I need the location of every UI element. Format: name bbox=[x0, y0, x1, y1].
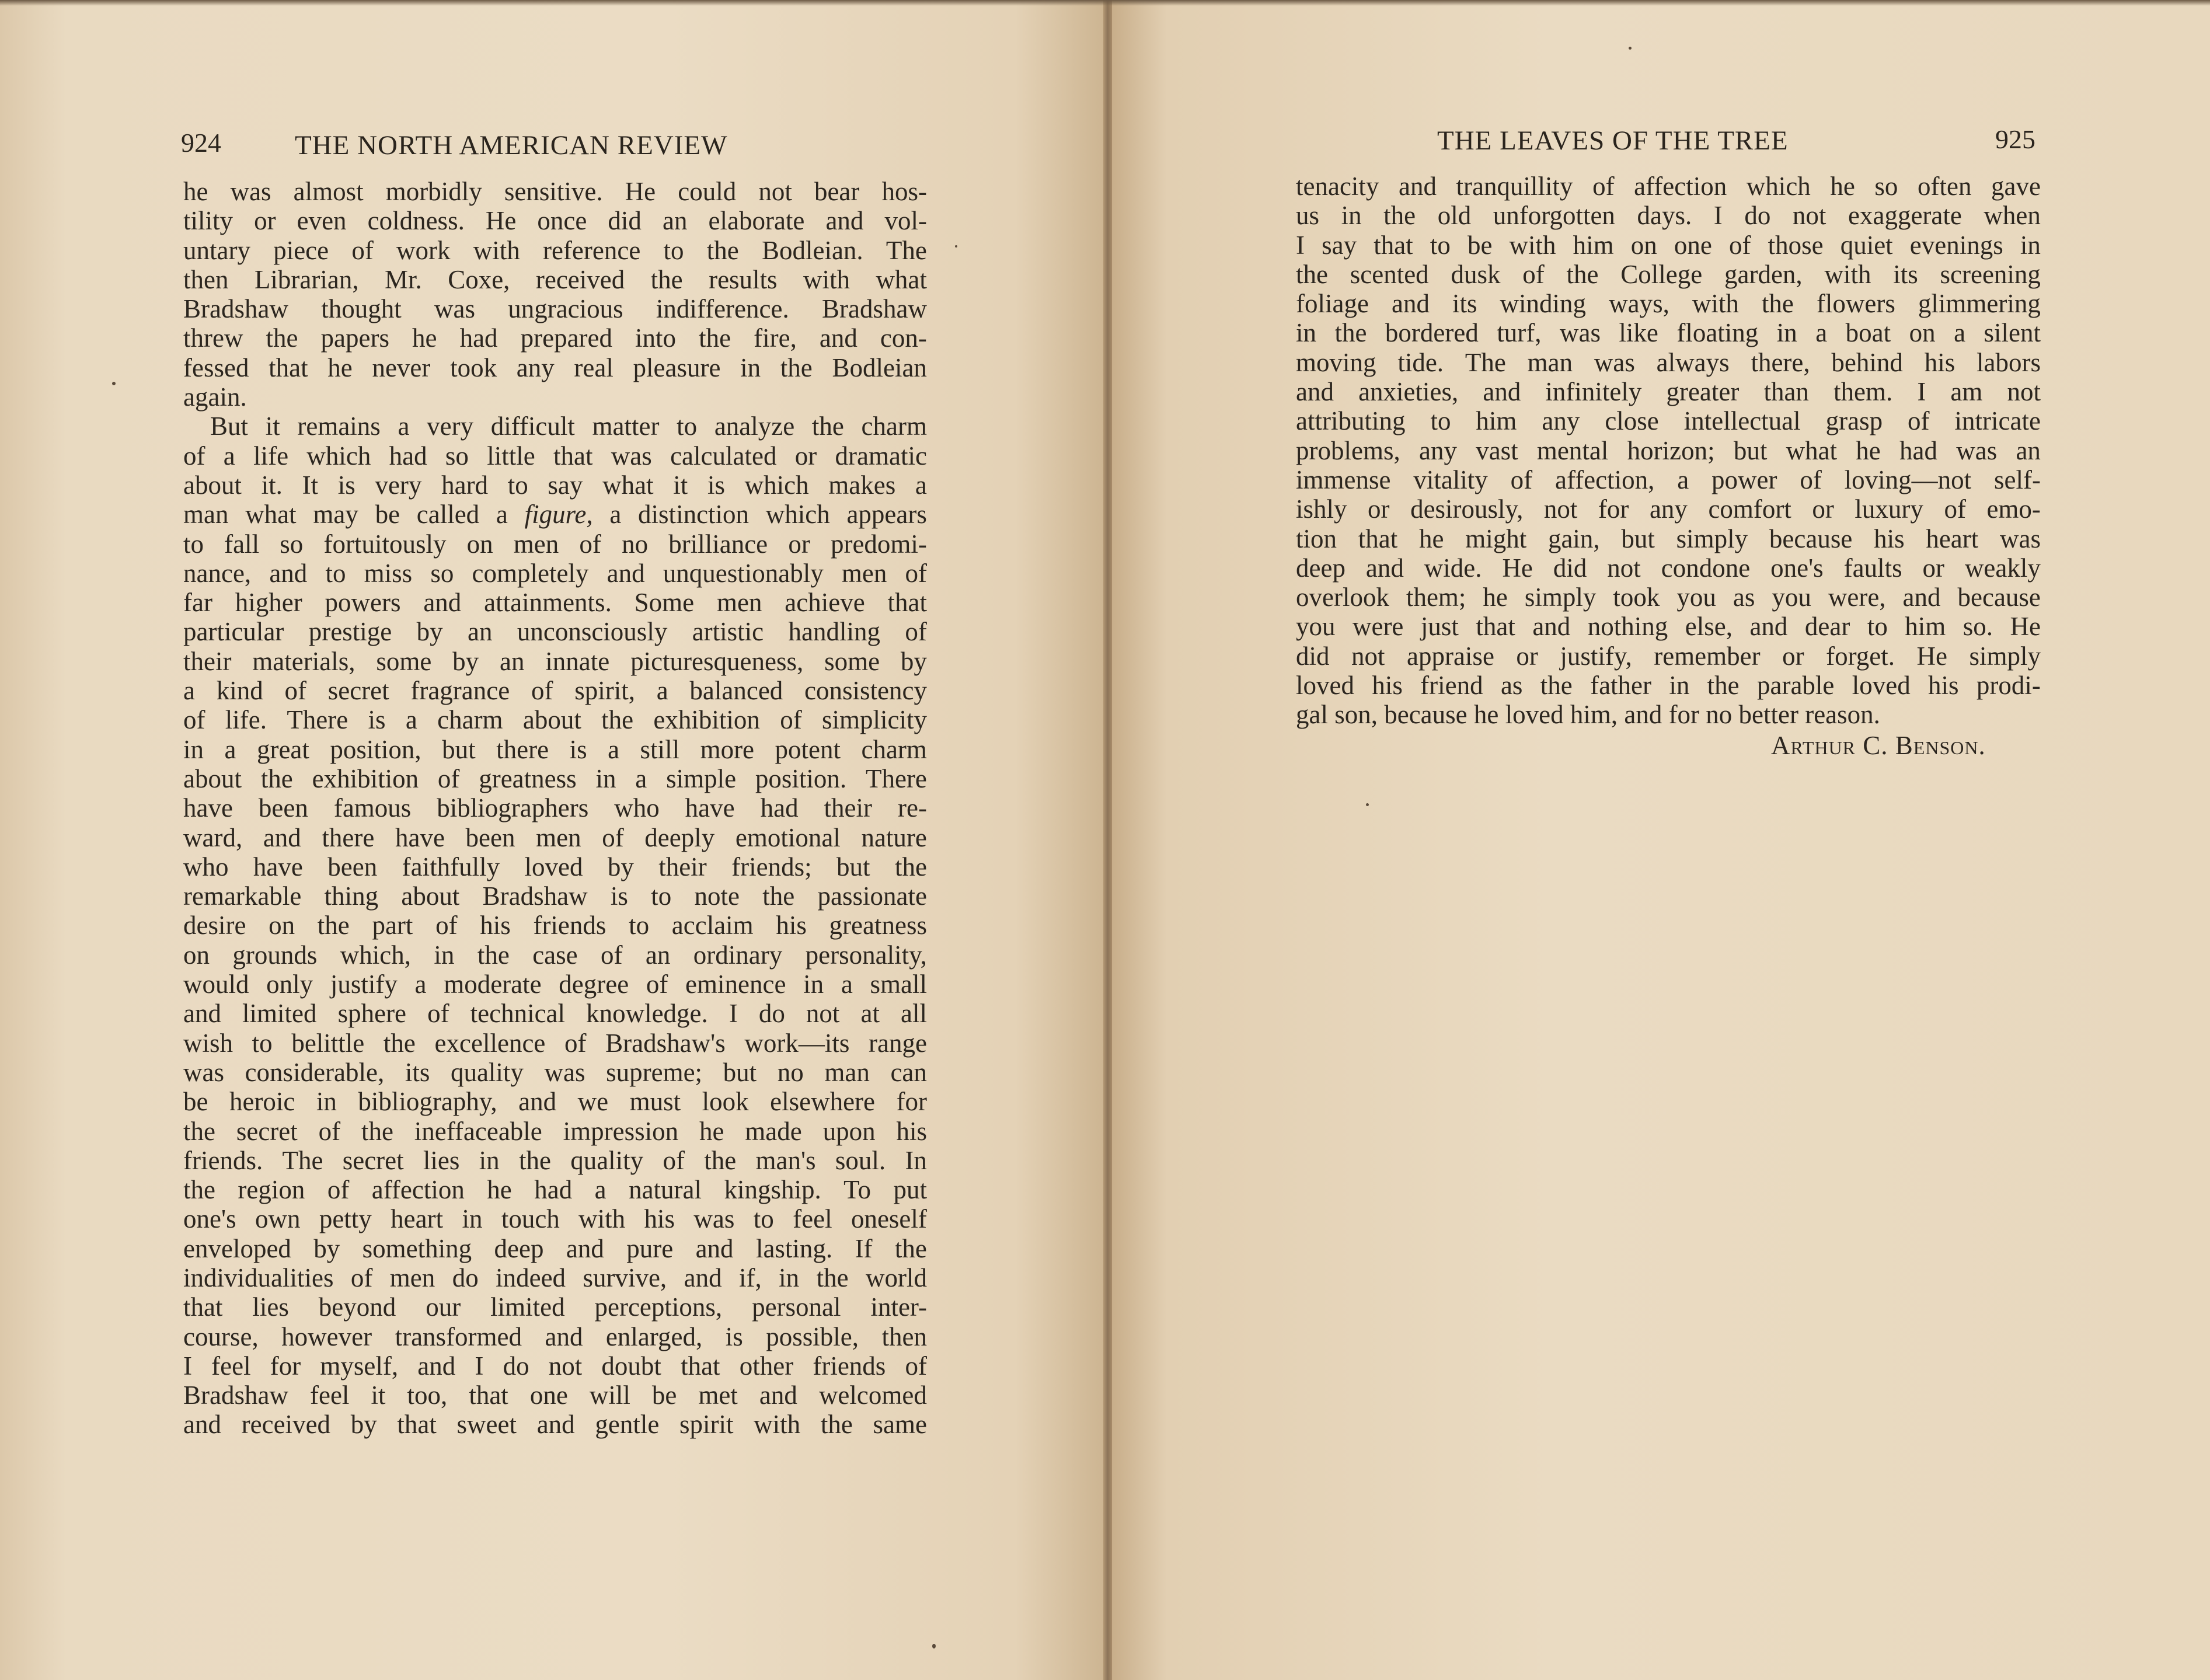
text-line: you were just that and nothing else, and dear to him so. He bbox=[1296, 612, 2041, 642]
right-page-number: 925 bbox=[1995, 124, 2035, 154]
text-line: untary piece of work with reference to the Bodleian. The bbox=[183, 235, 927, 265]
text-line: who have been faithfully loved by their friends; but the bbox=[183, 852, 927, 881]
text-line: Bradshaw thought was ungracious indifference. Bradshaw bbox=[183, 294, 927, 324]
text-line: of a life which had so little that was calculated or dramatic bbox=[183, 441, 927, 470]
text-line: fessed that he never took any real pleasure in the Bodleian bbox=[183, 353, 927, 382]
text-line: the scented dusk of the College garden, with its screening bbox=[1296, 259, 2041, 289]
text-line: problems, any vast mental horizon; but what he had was an bbox=[1296, 435, 2041, 465]
text-line: then Librarian, Mr. Coxe, received the results with what bbox=[183, 264, 927, 294]
text-line: Bradshaw feel it too, that one will be met and welcomed bbox=[183, 1381, 927, 1410]
text-line: their materials, some by an innate picturesqueness, some by bbox=[183, 646, 927, 676]
text-line: enveloped by something deep and pure and lasting. If the bbox=[183, 1233, 927, 1263]
text-line: remarkable thing about Bradshaw is to note the passionate bbox=[183, 881, 927, 911]
text-line: one's own petty heart in touch with his was to feel oneself bbox=[183, 1204, 927, 1234]
top-edge-shadow bbox=[0, 0, 2210, 6]
text-line: the region of affection he had a natural kingship. To put bbox=[183, 1175, 927, 1205]
text-line: But it remains a very difficult matter to analyze the charm bbox=[210, 412, 927, 441]
text-line: I say that to be with him on one of those quiet evenings in bbox=[1296, 230, 2041, 260]
left-page-text bbox=[183, 177, 927, 1439]
paper-speck bbox=[1366, 803, 1369, 806]
text-line: moving tide. The man was always there, behind his labors bbox=[1296, 347, 2041, 377]
text-line: about the exhibition of greatness in a simple position. There bbox=[183, 764, 927, 793]
paper-speck bbox=[112, 382, 116, 385]
text-line: in a great position, but there is a still more potent charm bbox=[183, 734, 927, 764]
text-line: again. bbox=[183, 382, 247, 412]
text-line: threw the papers he had prepared into the fire, and con- bbox=[183, 323, 927, 353]
author-signature: Arthur C. Benson. bbox=[1771, 731, 1986, 760]
text-line: particular prestige by an unconsciously artistic handling of bbox=[183, 617, 927, 647]
text-line: gal son, because he loved him, and for no better reason. bbox=[1296, 700, 1880, 730]
left-page-number: 924 bbox=[181, 128, 221, 158]
text-line: attributing to him any close intellectual grasp of intricate bbox=[1296, 406, 2041, 436]
text-line: tility or even coldness. He once did an elaborate and vol- bbox=[183, 206, 927, 236]
text-line: desire on the part of his friends to acclaim his greatness bbox=[183, 911, 927, 940]
text-line: friends. The secret lies in the quality of the man's soul. In bbox=[183, 1145, 927, 1175]
text-line: to fall so fortuitously on men of no brilliance or predomi- bbox=[183, 529, 927, 559]
paper-speck bbox=[955, 245, 957, 248]
text-line: the secret of the ineffaceable impression he made upon his bbox=[183, 1116, 927, 1146]
text-line: far higher powers and attainments. Some men achieve that bbox=[183, 588, 927, 618]
text-line: tion that he might gain, but simply because his heart was bbox=[1296, 524, 2041, 553]
text-line: wish to belittle the excellence of Bradshaw's work—its range bbox=[183, 1028, 927, 1058]
text-line: nance, and to miss so completely and unquestionably men of bbox=[183, 558, 927, 588]
text-line: and limited sphere of technical knowledge. I do not at all bbox=[183, 999, 927, 1029]
text-line: he was almost morbidly sensitive. He could not bear hos- bbox=[183, 177, 927, 206]
text-line: us in the old unforgotten days. I do not exaggerate when bbox=[1296, 201, 2041, 231]
text-line: ishly or desirously, not for any comfort or luxury of emo- bbox=[1296, 494, 2041, 524]
paper-speck bbox=[1629, 47, 1632, 50]
text-line: of life. There is a charm about the exhibition of simplicity bbox=[183, 705, 927, 735]
text-line: overlook them; he simply took you as you were, and because bbox=[1296, 583, 2041, 612]
paper-speck bbox=[932, 1644, 936, 1648]
left-running-head: THE NORTH AMERICAN REVIEW bbox=[295, 130, 728, 161]
text-line: individualities of men do indeed survive, and if, in the world bbox=[183, 1263, 927, 1292]
text-line: in the bordered turf, was like floating in a boat on a silent bbox=[1296, 318, 2041, 348]
right-page-text bbox=[1296, 172, 2041, 730]
text-line: ward, and there have been men of deeply emotional nature bbox=[183, 822, 927, 852]
text-line: course, however transformed and enlarged, is possible, then bbox=[183, 1322, 927, 1351]
text-line: immense vitality of affection, a power of loving—not self- bbox=[1296, 465, 2041, 494]
text-line: was considerable, its quality was supreme; but no man can bbox=[183, 1057, 927, 1087]
text-line: and received by that sweet and gentle spirit with the same bbox=[183, 1410, 927, 1439]
text-line: be heroic in bibliography, and we must look elsewhere for bbox=[183, 1087, 927, 1117]
text-line: and anxieties, and infinitely greater than them. I am not bbox=[1296, 377, 2041, 407]
text-line: did not appraise or justify, remember or forget. He simply bbox=[1296, 641, 2041, 671]
text-line: about it. It is very hard to say what it is which makes a bbox=[183, 470, 927, 500]
right-running-head: THE LEAVES OF THE TREE bbox=[1437, 126, 1789, 156]
text-line: man what may be called a figure, a distinction which appears bbox=[183, 500, 927, 529]
text-line: that lies beyond our limited perceptions, personal inter- bbox=[183, 1292, 927, 1322]
text-line: deep and wide. He did not condone one's faults or weakly bbox=[1296, 553, 2041, 583]
text-line: foliage and its winding ways, with the flowers glimmering bbox=[1296, 289, 2041, 319]
text-line: on grounds which, in the case of an ordinary personality, bbox=[183, 940, 927, 970]
book-gutter bbox=[1103, 0, 1112, 1680]
text-line: I feel for myself, and I do not doubt that other friends of bbox=[183, 1351, 927, 1381]
text-line: loved his friend as the father in the parable loved his prodi- bbox=[1296, 671, 2041, 700]
text-line: tenacity and tranquillity of affection which he so often gave bbox=[1296, 172, 2041, 201]
text-line: a kind of secret fragrance of spirit, a balanced consistency bbox=[183, 676, 927, 706]
text-line: would only justify a moderate degree of eminence in a small bbox=[183, 970, 927, 999]
text-line: have been famous bibliographers who have had their re- bbox=[183, 793, 927, 823]
